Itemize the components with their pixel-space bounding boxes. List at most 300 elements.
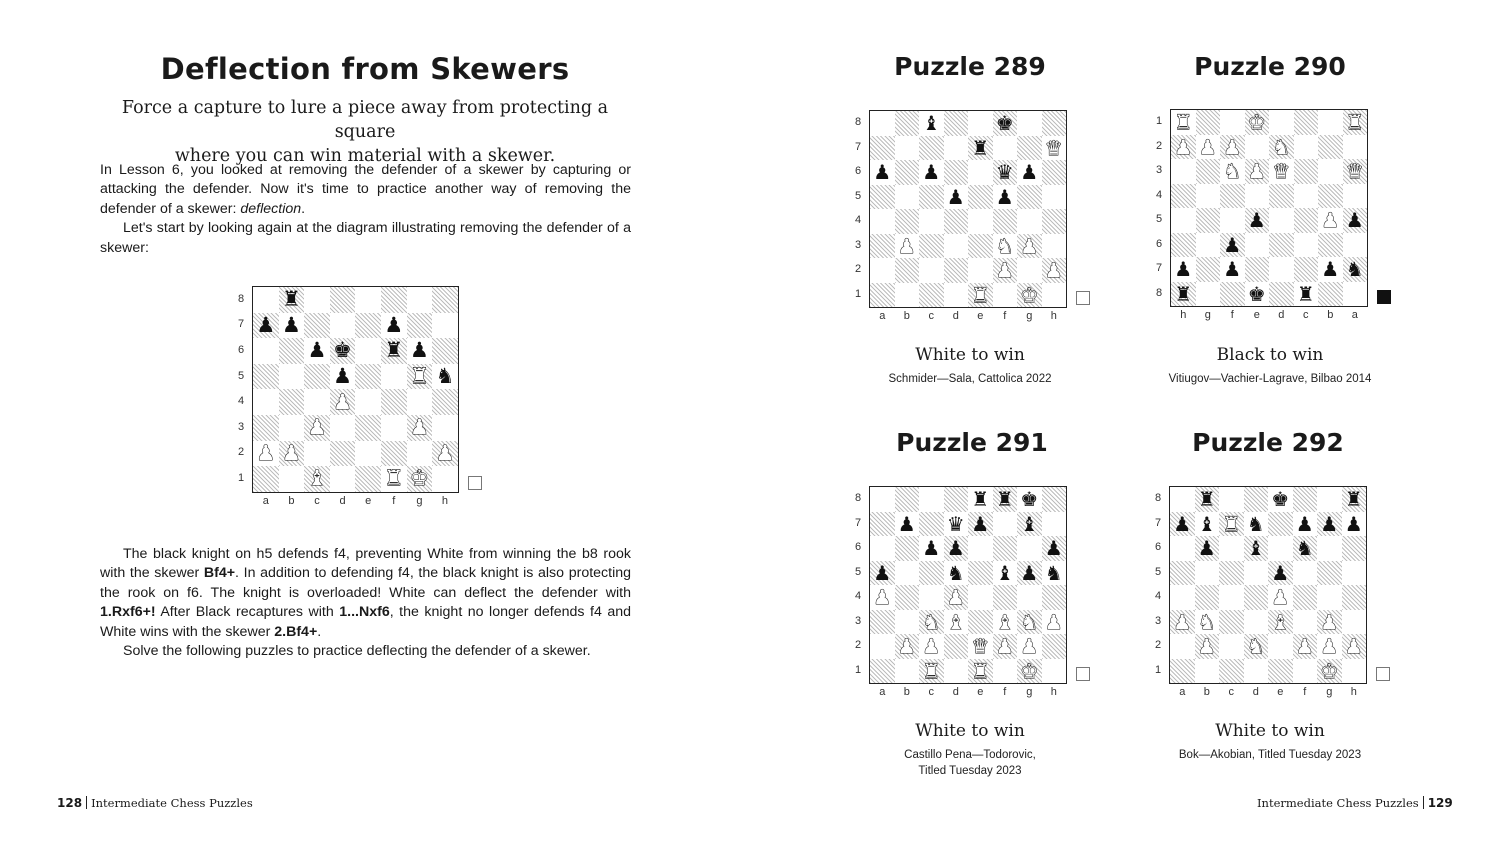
explanation-paragraph-2: Solve the following puzzles to practice deflecting the defender of a skewer. xyxy=(123,643,591,660)
square-b3 xyxy=(895,610,920,635)
square-h1 xyxy=(1342,659,1367,684)
white-pawn-icon: ♟ xyxy=(307,415,327,440)
square-c2 xyxy=(304,441,330,467)
square-a7 xyxy=(253,313,279,339)
right-folio xyxy=(1257,796,1453,810)
white-pawn-icon: ♟ xyxy=(1173,609,1192,634)
square-b7 xyxy=(895,136,920,161)
square-a8 xyxy=(870,111,895,136)
black-knight-icon: ♞ xyxy=(946,560,965,585)
file-label: h xyxy=(1050,686,1057,698)
square-e5 xyxy=(355,364,381,390)
white-pawn-icon: ♟ xyxy=(1247,159,1266,184)
square-d3 xyxy=(330,415,356,441)
square-f2 xyxy=(1220,135,1245,160)
puzzle-290-diagram xyxy=(1155,110,1367,321)
square-b2 xyxy=(279,441,305,467)
square-a7 xyxy=(1170,512,1195,537)
puzzle-291-task: White to win xyxy=(915,721,1025,741)
square-f2 xyxy=(381,441,407,467)
square-b8 xyxy=(1318,282,1343,307)
square-h5 xyxy=(1171,208,1196,233)
left-folio xyxy=(57,796,253,810)
square-c5 xyxy=(304,364,330,390)
square-f1 xyxy=(381,466,407,492)
black-knight-icon: ♞ xyxy=(1044,560,1063,585)
side-to-move-indicator xyxy=(468,476,482,490)
white-knight-icon: ♞ xyxy=(1246,634,1265,659)
square-h6 xyxy=(1342,536,1367,561)
square-b6 xyxy=(1318,233,1343,258)
square-h6 xyxy=(432,338,458,364)
square-d1 xyxy=(1244,659,1269,684)
white-pawn-icon: ♟ xyxy=(281,440,301,465)
square-b8 xyxy=(895,487,920,512)
square-h7 xyxy=(1042,512,1067,537)
square-d4 xyxy=(1244,585,1269,610)
square-c6 xyxy=(919,536,944,561)
square-b1 xyxy=(1195,659,1220,684)
rank-label: 7 xyxy=(1155,262,1163,275)
black-knight-icon: ♞ xyxy=(1295,536,1314,561)
square-h1 xyxy=(1171,110,1196,135)
square-a4 xyxy=(870,585,895,610)
rank-label: 1 xyxy=(1154,663,1162,676)
square-e2 xyxy=(968,634,993,659)
white-pawn-icon: ♟ xyxy=(1321,208,1340,233)
file-label: d xyxy=(952,686,959,698)
square-c2 xyxy=(919,634,944,659)
rank-label: 6 xyxy=(854,541,862,554)
black-bishop-icon: ♝ xyxy=(995,560,1014,585)
rank-label: 1 xyxy=(854,663,862,676)
square-h7 xyxy=(1171,257,1196,282)
rank-label: 4 xyxy=(1155,188,1163,201)
square-f7 xyxy=(1220,257,1245,282)
square-g5 xyxy=(1017,561,1042,586)
black-pawn-icon: ♟ xyxy=(1271,560,1290,585)
white-knight-icon: ♞ xyxy=(1223,159,1242,184)
black-pawn-icon: ♟ xyxy=(1247,208,1266,233)
file-label: e xyxy=(977,686,984,698)
rank-label: 4 xyxy=(237,395,245,408)
white-bishop-icon: ♝ xyxy=(307,466,327,491)
square-g5 xyxy=(1317,561,1342,586)
square-d6 xyxy=(1244,536,1269,561)
file-label: e xyxy=(977,310,984,322)
white-knight-icon: ♞ xyxy=(1197,609,1216,634)
folio-divider xyxy=(1423,796,1424,809)
white-pawn-icon: ♟ xyxy=(1320,609,1339,634)
square-b2 xyxy=(895,634,920,659)
white-king-icon: ♚ xyxy=(1247,110,1266,135)
rank-label: 5 xyxy=(1154,565,1162,578)
file-label: e xyxy=(1253,309,1260,321)
book-title-left: Intermediate Chess Puzzles xyxy=(91,796,253,810)
file-label: h xyxy=(441,494,449,507)
square-c6 xyxy=(304,338,330,364)
rank-label: 7 xyxy=(237,318,245,331)
white-pawn-icon: ♟ xyxy=(1044,609,1063,634)
square-c3 xyxy=(304,415,330,441)
square-d6 xyxy=(944,536,969,561)
square-a7 xyxy=(870,512,895,537)
square-c3 xyxy=(1219,610,1244,635)
black-bishop-icon: ♝ xyxy=(922,111,941,136)
side-to-move-indicator xyxy=(1076,667,1090,681)
square-g7 xyxy=(1196,257,1221,282)
black-pawn-icon: ♟ xyxy=(1173,511,1192,536)
square-d3 xyxy=(1269,159,1294,184)
rank-label: 3 xyxy=(1154,614,1162,627)
black-pawn-icon: ♟ xyxy=(922,160,941,185)
square-f7 xyxy=(381,313,407,339)
white-pawn-icon: ♟ xyxy=(946,585,965,610)
square-b7 xyxy=(1195,512,1220,537)
square-c4 xyxy=(919,585,944,610)
file-label: c xyxy=(928,310,934,322)
white-bishop-icon: ♝ xyxy=(1271,609,1290,634)
file-label: f xyxy=(1303,686,1307,698)
square-a7 xyxy=(870,136,895,161)
square-g7 xyxy=(1317,512,1342,537)
square-d2 xyxy=(1269,135,1294,160)
black-rook-icon: ♜ xyxy=(971,135,990,160)
file-label: b xyxy=(903,686,910,698)
white-pawn-icon: ♟ xyxy=(1044,258,1063,283)
square-e4 xyxy=(968,585,993,610)
rank-label: 2 xyxy=(854,639,862,652)
square-g6 xyxy=(407,338,433,364)
puzzle-292-diagram xyxy=(1154,487,1366,698)
puzzle-291-title: Puzzle 291 xyxy=(896,428,1048,457)
square-a6 xyxy=(1170,536,1195,561)
file-label: h xyxy=(1180,309,1187,321)
white-king-icon: ♚ xyxy=(1020,282,1039,307)
square-a4 xyxy=(870,209,895,234)
square-b2 xyxy=(1318,135,1343,160)
black-king-icon: ♚ xyxy=(995,111,1014,136)
black-pawn-icon: ♟ xyxy=(897,511,916,536)
file-label: g xyxy=(1026,310,1033,322)
file-label: b xyxy=(288,494,295,507)
square-a1 xyxy=(1343,110,1368,135)
intro-paragraph-1: In Lesson 6, you looked at removing the defender of a skewer by capturing or attacking the defender. Now it's time to practice another way of removing the defender of a skewer: deflection. xyxy=(100,162,631,217)
white-knight-icon: ♞ xyxy=(1020,609,1039,634)
white-rook-icon: ♜ xyxy=(409,364,429,389)
black-pawn-icon: ♟ xyxy=(333,364,352,389)
white-rook-icon: ♜ xyxy=(384,466,404,491)
square-a2 xyxy=(253,441,279,467)
square-e7 xyxy=(1245,257,1270,282)
square-g4 xyxy=(1017,585,1042,610)
file-label: g xyxy=(416,494,423,507)
black-pawn-icon: ♟ xyxy=(1295,511,1314,536)
square-a5 xyxy=(1343,208,1368,233)
file-label: c xyxy=(1303,309,1309,321)
square-d5 xyxy=(330,364,356,390)
lesson-subtitle xyxy=(100,96,630,168)
square-c1 xyxy=(1219,659,1244,684)
square-b6 xyxy=(895,536,920,561)
black-pawn-icon: ♟ xyxy=(1020,160,1039,185)
square-f6 xyxy=(1293,536,1318,561)
square-e5 xyxy=(1268,561,1293,586)
square-g7 xyxy=(1017,512,1042,537)
square-d2 xyxy=(1244,634,1269,659)
square-h3 xyxy=(1171,159,1196,184)
square-g1 xyxy=(407,466,433,492)
square-b5 xyxy=(1318,208,1343,233)
square-a5 xyxy=(253,364,279,390)
move-nxf6: 1...Nxf6 xyxy=(339,604,390,621)
rank-label: 5 xyxy=(854,565,862,578)
black-queen-icon: ♛ xyxy=(995,160,1014,185)
square-g6 xyxy=(1196,233,1221,258)
square-f3 xyxy=(993,610,1018,635)
square-b4 xyxy=(1195,585,1220,610)
square-h7 xyxy=(432,313,458,339)
black-pawn-icon: ♟ xyxy=(873,160,892,185)
file-label: f xyxy=(392,494,396,507)
square-h1 xyxy=(1042,283,1067,308)
square-b7 xyxy=(895,512,920,537)
square-c4 xyxy=(304,389,330,415)
square-h8 xyxy=(1171,282,1196,307)
square-h1 xyxy=(432,466,458,492)
move-2bf4: 2.Bf4+ xyxy=(274,623,318,640)
black-bishop-icon: ♝ xyxy=(1020,511,1039,536)
square-f7 xyxy=(993,136,1018,161)
square-b8 xyxy=(279,287,305,313)
square-f2 xyxy=(993,258,1018,283)
square-d1 xyxy=(944,659,969,684)
square-d5 xyxy=(1269,208,1294,233)
square-f4 xyxy=(1293,585,1318,610)
square-f2 xyxy=(993,634,1018,659)
black-pawn-icon: ♟ xyxy=(971,511,990,536)
square-h4 xyxy=(1042,209,1067,234)
file-label: f xyxy=(1230,309,1234,321)
square-h2 xyxy=(1042,258,1067,283)
square-h5 xyxy=(1042,185,1067,210)
move-bf4: Bf4+ xyxy=(203,565,236,582)
square-b1 xyxy=(895,283,920,308)
square-d6 xyxy=(1269,233,1294,258)
white-pawn-icon: ♟ xyxy=(897,634,916,659)
square-h6 xyxy=(1171,233,1196,258)
square-e8 xyxy=(1245,282,1270,307)
rank-label: 8 xyxy=(854,116,862,129)
rank-label: 4 xyxy=(1154,590,1162,603)
square-a1 xyxy=(253,466,279,492)
square-f8 xyxy=(381,287,407,313)
square-a3 xyxy=(253,415,279,441)
black-pawn-icon: ♟ xyxy=(1174,257,1193,282)
white-pawn-icon: ♟ xyxy=(1020,233,1039,258)
square-e5 xyxy=(968,561,993,586)
square-g2 xyxy=(1017,634,1042,659)
square-f5 xyxy=(381,364,407,390)
black-pawn-icon: ♟ xyxy=(1197,536,1216,561)
square-g7 xyxy=(407,313,433,339)
square-e7 xyxy=(968,136,993,161)
white-bishop-icon: ♝ xyxy=(995,609,1014,634)
black-pawn-icon: ♟ xyxy=(1345,208,1364,233)
square-b2 xyxy=(895,258,920,283)
square-f6 xyxy=(1220,233,1245,258)
white-pawn-icon: ♟ xyxy=(1197,634,1216,659)
square-f1 xyxy=(1220,110,1245,135)
folio-divider xyxy=(86,796,87,809)
square-d4 xyxy=(330,389,356,415)
explanation-paragraph-1: The black knight on h5 defends f4, preventing White from winning the b8 rook with the skewer Bf4+. In addition to defending f4, the black knight is also protecting the rook on f6. The knight is overloaded! White can deflect the defender with 1.Rxf6+! After Black recaptures with 1...Nxf6, the knight no longer defends f4 and White wins with the skewer 2.Bf4+. xyxy=(100,546,632,640)
file-label: c xyxy=(928,686,934,698)
black-pawn-icon: ♟ xyxy=(1020,560,1039,585)
square-b5 xyxy=(895,561,920,586)
square-b8 xyxy=(1195,487,1220,512)
square-f4 xyxy=(993,585,1018,610)
square-h8 xyxy=(1042,487,1067,512)
square-a1 xyxy=(870,659,895,684)
square-e1 xyxy=(968,659,993,684)
puzzle-289-diagram xyxy=(854,111,1066,322)
square-c2 xyxy=(1294,135,1319,160)
file-label: d xyxy=(1252,686,1259,698)
square-d7 xyxy=(1244,512,1269,537)
book-title-right: Intermediate Chess Puzzles xyxy=(1257,796,1419,810)
rank-label: 1 xyxy=(237,472,245,484)
square-g6 xyxy=(1017,536,1042,561)
square-g4 xyxy=(1196,184,1221,209)
square-c8 xyxy=(1294,282,1319,307)
white-pawn-icon: ♟ xyxy=(1198,134,1217,159)
file-label: g xyxy=(1326,686,1333,698)
white-pawn-icon: ♟ xyxy=(897,233,916,258)
square-c7 xyxy=(919,512,944,537)
file-label: a xyxy=(879,310,886,322)
black-knight-icon: ♞ xyxy=(1246,511,1265,536)
square-a4 xyxy=(1170,585,1195,610)
square-e3 xyxy=(968,610,993,635)
lesson-title: Deflection from Skewers xyxy=(160,52,570,86)
black-pawn-icon: ♟ xyxy=(873,560,892,585)
black-pawn-icon: ♟ xyxy=(1223,232,1242,257)
square-d2 xyxy=(330,441,356,467)
square-h3 xyxy=(432,415,458,441)
square-f1 xyxy=(1293,659,1318,684)
white-rook-icon: ♜ xyxy=(1222,511,1241,536)
subtitle-line-1: Force a capture to lure a piece away from protecting a square xyxy=(121,98,609,142)
square-g3 xyxy=(1196,159,1221,184)
square-e1 xyxy=(1245,110,1270,135)
white-rook-icon: ♜ xyxy=(922,658,941,683)
rank-label: 8 xyxy=(854,492,862,505)
rank-label: 7 xyxy=(854,516,862,529)
rank-label: 3 xyxy=(237,420,245,433)
square-c3 xyxy=(1294,159,1319,184)
square-f7 xyxy=(1293,512,1318,537)
black-pawn-icon: ♟ xyxy=(1223,257,1242,282)
square-d6 xyxy=(330,338,356,364)
puzzle-289-title: Puzzle 289 xyxy=(894,52,1046,81)
square-d3 xyxy=(944,610,969,635)
square-e6 xyxy=(1268,536,1293,561)
explanation-text xyxy=(100,545,631,661)
square-c5 xyxy=(919,185,944,210)
example-diagram xyxy=(237,287,458,507)
square-a1 xyxy=(1170,659,1195,684)
square-a8 xyxy=(870,487,895,512)
square-c2 xyxy=(919,258,944,283)
rank-label: 7 xyxy=(854,140,862,153)
square-b3 xyxy=(279,415,305,441)
square-h5 xyxy=(1042,561,1067,586)
square-c7 xyxy=(304,313,330,339)
square-a3 xyxy=(1343,159,1368,184)
file-label: d xyxy=(1278,309,1285,321)
square-c8 xyxy=(919,487,944,512)
square-e6 xyxy=(355,338,381,364)
square-g6 xyxy=(1317,536,1342,561)
square-e8 xyxy=(968,487,993,512)
square-f8 xyxy=(1293,487,1318,512)
square-g1 xyxy=(1017,659,1042,684)
black-rook-icon: ♜ xyxy=(384,338,404,363)
square-g2 xyxy=(1017,258,1042,283)
square-h3 xyxy=(1042,610,1067,635)
square-f3 xyxy=(381,415,407,441)
square-e8 xyxy=(968,111,993,136)
square-e5 xyxy=(1245,208,1270,233)
square-g6 xyxy=(1017,160,1042,185)
square-a4 xyxy=(1343,184,1368,209)
square-g3 xyxy=(1017,610,1042,635)
square-c4 xyxy=(1219,585,1244,610)
square-g5 xyxy=(407,364,433,390)
white-pawn-icon: ♟ xyxy=(435,440,455,465)
file-label: e xyxy=(1277,686,1284,698)
square-b6 xyxy=(895,160,920,185)
rank-label: 2 xyxy=(237,446,245,459)
square-c7 xyxy=(1219,512,1244,537)
white-pawn-icon: ♟ xyxy=(1020,634,1039,659)
white-pawn-icon: ♟ xyxy=(333,389,352,414)
square-c5 xyxy=(1219,561,1244,586)
puzzle-289-source: Schmider—Sala, Cattolica 2022 xyxy=(888,373,1052,385)
square-h4 xyxy=(1171,184,1196,209)
file-label: h xyxy=(1350,686,1357,698)
square-h7 xyxy=(1042,136,1067,161)
square-h7 xyxy=(1342,512,1367,537)
square-c6 xyxy=(919,160,944,185)
file-label: c xyxy=(314,494,320,507)
square-f5 xyxy=(1293,561,1318,586)
square-a5 xyxy=(870,561,895,586)
rank-label: 3 xyxy=(854,238,862,251)
square-e7 xyxy=(1268,512,1293,537)
square-d7 xyxy=(1269,257,1294,282)
square-b4 xyxy=(895,209,920,234)
rank-label: 5 xyxy=(854,189,862,202)
square-b7 xyxy=(279,313,305,339)
black-pawn-icon: ♟ xyxy=(922,536,941,561)
square-a2 xyxy=(1170,634,1195,659)
square-d7 xyxy=(944,512,969,537)
square-f2 xyxy=(1293,634,1318,659)
square-f3 xyxy=(1220,159,1245,184)
square-b5 xyxy=(1195,561,1220,586)
